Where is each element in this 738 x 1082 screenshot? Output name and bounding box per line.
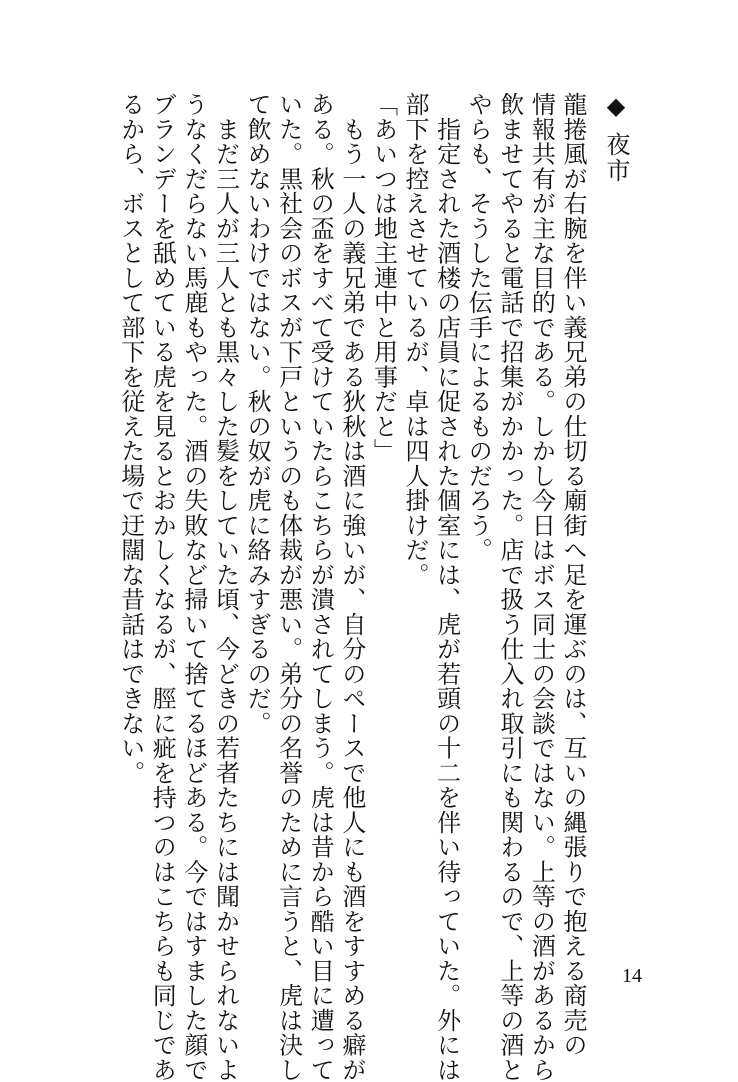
body-text — [114, 92, 588, 1082]
chapter-title: 夜市 — [602, 132, 630, 184]
text-line: ブランデーを舐めている虎を見るとおかしくなるが、脛に疵を持つのはこちらも同じであ — [148, 92, 177, 1082]
text-line: うなくだらない馬鹿もやった。酒の失敗など掃いて捨てるほどある。今ではすました顔で — [179, 92, 208, 1082]
chapter-heading — [596, 92, 636, 212]
text-line: まだ三人が三人とも黒々した髪をしていた頃、今どきの若者たちには聞かせられないよ — [211, 92, 240, 1082]
text-line: 龍捲風が右腕を伴い義兄弟の仕切る廟街へ足を運ぶのは、互いの縄張りで抱える商売の — [559, 92, 587, 1058]
text-line: 部下を控えさせているが、卓は四人掛けだ。 — [401, 92, 430, 587]
text-line: いた。黒社会のボスが下戸というのも体裁が悪い。弟分の名誉のために言うと、虎は決し — [274, 92, 303, 1082]
text-line: 情報共有が主な目的である。しかし今日はボス同士の会談ではない。上等の酒があるから — [527, 92, 556, 1082]
text-line: 飲ませてやると電話で招集がかかった。店で扱う仕入れ取引にも関わるので、上等の酒と — [495, 92, 524, 1082]
diamond-icon: ◆ — [602, 92, 630, 122]
text-line: もう一人の義兄弟である狄秋は酒に強いが、自分のペースで他人にも酒をすすめる癖が — [337, 92, 366, 1082]
page-number: 14 — [622, 965, 642, 987]
text-line: るから、ボスとして部下を従えた場で迂闊な昔話はできない。 — [116, 92, 145, 785]
text-line: ある。秋の盃をすべて受けていたらこちらが潰されてしまう。虎は昔から酷い目に遭って — [306, 92, 335, 1082]
text-line: 「あいつは地主連中と用事だと」 — [369, 92, 398, 464]
text-line: やらも、そうした伝手によるものだろう。 — [464, 92, 493, 563]
text-line: て飲めないわけではない。秋の奴が虎に絡みすぎるのだ。 — [243, 92, 272, 736]
text-line: 指定された酒楼の店員に促された個室には、虎が若頭の十二を伴い待っていた。外には — [432, 92, 461, 1082]
